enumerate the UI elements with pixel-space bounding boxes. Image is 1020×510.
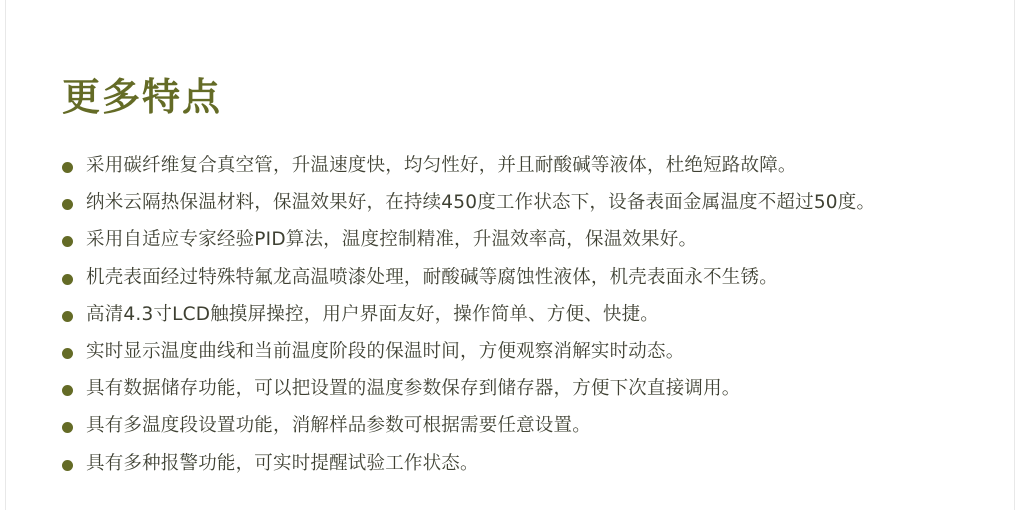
feature-bullet-list: [62, 155, 962, 490]
bullet-dot-icon: [62, 311, 73, 322]
list-item-label: 采用碳纤维复合真空管，升温速度快，均匀性好，并且耐酸碱等液体，杜绝短路故障。: [86, 155, 797, 176]
bullet-dot-icon: [62, 422, 73, 433]
list-item: [62, 415, 962, 437]
list-item: [62, 155, 962, 177]
bullet-dot-icon: [62, 460, 73, 471]
list-item: [62, 192, 962, 214]
list-item-label: 实时显示温度曲线和当前温度阶段的保温时间，方便观察消解实时动态。: [86, 340, 685, 362]
slide-right-edge: [1014, 0, 1020, 510]
bullet-dot-icon: [62, 162, 73, 173]
list-item: [62, 229, 962, 251]
list-item: [62, 378, 962, 400]
list-item: [62, 267, 962, 289]
page-title: 更多特点: [62, 75, 223, 119]
list-item-label: 纳米云隔热保温材料，保温效果好，在持续450度工作状态下，设备表面金属温度不超过50度。: [86, 192, 876, 214]
list-item-label: 机壳表面经过特殊特氟龙高温喷漆处理，耐酸碱等腐蚀性液体，机壳表面永不生锈。: [86, 266, 778, 288]
list-item-label: 具有多温度段设置功能，消解样品参数可根据需要任意设置。: [86, 415, 591, 437]
list-item: [62, 304, 962, 326]
list-item-label: 具有数据储存功能，可以把设置的温度参数保存到储存器，方便下次直接调用。: [86, 378, 741, 400]
bullet-dot-icon: [62, 236, 73, 247]
list-item-label: 具有多种报警功能，可实时提醒试验工作状态。: [86, 452, 479, 474]
list-item: [62, 341, 962, 363]
slide-left-edge: [0, 0, 6, 510]
bullet-dot-icon: [62, 199, 73, 210]
bullet-dot-icon: [62, 348, 73, 359]
list-item-label: 高清4.3寸LCD触摸屏操控，用户界面友好，操作简单、方便、快捷。: [86, 303, 659, 325]
list-item: [62, 453, 962, 475]
list-item-label: 采用自适应专家经验PID算法，温度控制精准，升温效率高，保温效果好。: [86, 229, 698, 251]
bullet-dot-icon: [62, 385, 73, 396]
bullet-dot-icon: [62, 274, 73, 285]
